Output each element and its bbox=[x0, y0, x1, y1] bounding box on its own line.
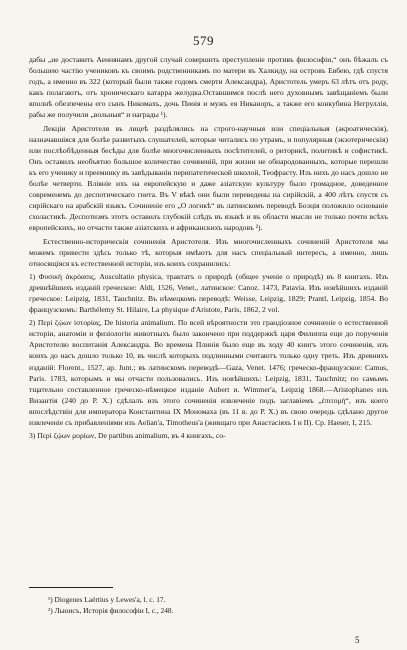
body-text bbox=[29, 54, 388, 441]
paragraph-continuation: дабы „не доставить Аеинянамъ другой случай совершить преступленіе противъ философіи,“ онъ бѣжалъ съ большею частію учениковъ къ своимъ родственникамъ по матери въ Халкиду, на островъ Евбею, гдѣ спустя годъ, а именно въ 322 (который были также годомъ смерти Александра), Аристотель умеръ 63 лѣтъ отъ роду, какъ полагаютъ, отъ хроническаго катарра желудка.Оставшимся послѣ него духовнымъ завѣщаніемъ были вполнѣ обезпечены его сынъ Никомахъ, дочь Пиѳія и мужъ ея Никаноръ, а также его конкубина Негруллія, рабы же получили „вольныя“ и награды ¹). bbox=[29, 55, 388, 120]
work-item-historia-animalium: 2) Περὶ ζῴων ἱστορίας, De historia animalium. По всей вѣроятности это грандіозное сочиненіе о естественной исторіи, анатоміи и физіологіи животныхъ было закончено при поддержкѣ царя Филиппа еще до порученія Аристотелю воспитанія Александра. Во времена Плинія было еще въ ходу 40 книгъ этого сочиненія, изъ коихъ до насъ дошло только 10, въ числѣ которыхъ подлинными считаютъ только одну треть. Изъ древнихъ изданій: Florent., 1527, ap. Junt.; въ латинскомъ переводѣ—Gaza, Venet. 1476; греческо-французское: Camus, Paris. 1783, которымъ и мы отчасти пользовались. Изъ новѣйшихъ: Leipzig, 1831, Tauchnitz; по самымъ тщательно составленное греческо-нѣмецкое изданіе Aubert и. Wimmer'a, Leipzig 1868.—Aristophanes изъ Византія (240 до Р. Х.) сдѣлалъ изъ этого сочиненія извлеченіе подъ заглавіемъ „ἐπιτομή“, изъ коего впослѣдствіи для императора Константина IX Мономаха (въ 11 в. до Р. Х.) въ свою очередь сдѣлано другое извлеченіе съ прибавленіями изъ Aelian'a, Timotheus'a (живщаго при Анастасіяхъ I и II). Ср. Haeser, I, 215. bbox=[29, 318, 388, 427]
footnote-1: ¹) Diogenes Laërtius у Lewes'a, l. c. 17. bbox=[48, 595, 166, 604]
printer-signature-mark: 5 bbox=[355, 635, 360, 645]
footnote-divider bbox=[29, 587, 113, 588]
paragraph-natural-history-heading: Естественно-историческія сочиненія Аристотеля. Изъ многочисленныхъ сочиненій Аристотеля мы можемъ привести здѣсь только тѣ, которыя имѣютъ для насъ спеціальный интересъ, а именно, лишь относящіяся къ естественной исторіи, изъ коихъ сохранились: bbox=[29, 236, 388, 268]
page-number: 579 bbox=[193, 33, 214, 48]
footnotes bbox=[48, 594, 378, 616]
paragraph-lectures: Лекціи Аристотеля въ лицеѣ раздѣлялись на строго-научныя или спеціальныя (акроатическія), назначавшіяся для болѣе развитыхъ слушателей, которые читались по утрамъ, и популярныя (экзотерическія) или послѣобѣденныя бесѣды для болѣе многочисленныхъ посѣтителей, о риторикѣ, политикѣ и софистикѣ. Онъ оставилъ необъятно большое количество сочиненій, при жизни не обнародованныхъ, которые перешли къ его ученику и преемнику въ завѣдываніи перипатетической школой, Теофрасту. Изъ нихъ до насъ дошло не болѣе четверти. Вліяніе ихъ на европейскую и даже азіатскую культуру было громадное, доведенное современемъ до деспотическаго гнета. Въ V вѣкѣ они были переведены на сирійскій, а 400 лѣтъ спустя съ сирійскаго на арабскій языкъ. Сочиненіе его „О логикѣ“ въ латинскомъ переводѣ Боэція положило основаніе схоластикѣ. Деспотизмъ этотъ оставилъ глубокій слѣдъ въ языкѣ и въ области мысли не только почти всѣхъ европейскихъ, но отчасти также азіатскихъ и африканскихъ народовъ ²). bbox=[29, 123, 388, 233]
footnote-2: ²) Льюисъ, Исторія философіи І, с., 248. bbox=[48, 606, 174, 615]
work-item-partibus-animalium: 3) Περὶ ζῴων μορίων, De partibus animalium, въ 4 книгахъ, со- bbox=[29, 431, 226, 441]
work-item-physics: 1) Φυσικὴ ἀκρόασις, Auscultatio physica, трактатъ о природѣ (общее ученіе о природѣ) въ 8 книгахъ. Изъ древнѣйшихъ изданій греческое: Aldi, 1526, Venet., латинское: Canoz. 1473, Patavia. Изъ новѣйшихъ изданій греческое: Leipzig, 1831, Tauchnitz. Въ нѣмецкомъ переводѣ: Weisse, Leipzig, 1829; Prantl, Leipzig, 1854. Во французскомъ: Barthélemy St. Hilaire, La physique d'Aristote, Paris, 1862, 2 vol. bbox=[29, 271, 388, 315]
